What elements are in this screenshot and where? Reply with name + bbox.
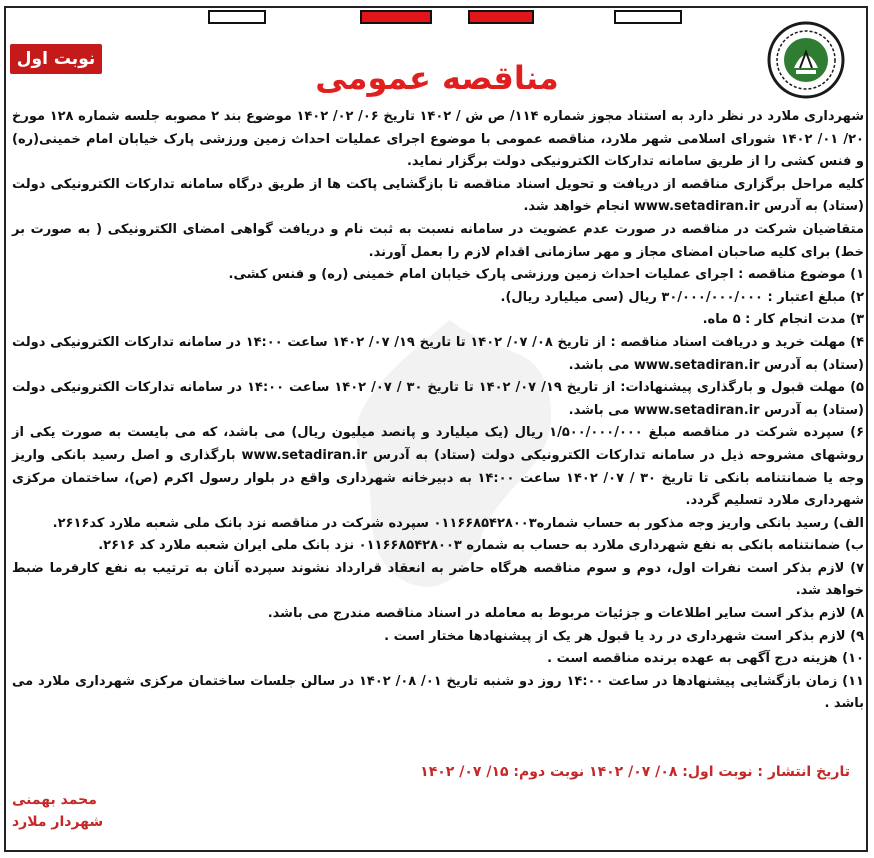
list-item: ۱۰) هزینه درج آگهی به عهده برنده مناقصه است .: [547, 651, 864, 667]
list-item: ب) ضمانتنامه بانکی به نفع شهرداری ملارد به حساب به شماره ۰۱۱۶۶۸۵۴۲۸۰۰۳ نزد بانک ملی ایران شعبه ملارد کد ۲۶۱۶.: [98, 538, 864, 554]
list-item: ۳) مدت انجام کار : ۵ ماه.: [702, 312, 864, 328]
list-item: ۶) سپرده شرکت در مناقصه مبلغ ۱/۵۰۰/۰۰۰/۰۰۰ ریال (یک میلیارد و پانصد میلیون ریال) می باشد، که می بایست به صورت یکی از روشهای مشروحه ذیل در سامانه تدارکات الکترونیکی دولت (ستاد) به آدرس www.setadiran.ir بارگذاری و اصل رسید بانکی واریز وجه یا ضمانتنامه بانکی تا تاریخ ۳۰ / ۰۷/ ۱۴۰۲ ساعت ۱۴:۰۰ به دبیرخانه شهرداری واقع در بلوار رسول اکرم (ص)، ساختمان مرکزی شهرداری ملارد تسلیم گردد.: [12, 425, 865, 509]
edition-badge: نوبت اول: [10, 44, 102, 74]
list-item: ۹) لازم بذکر است شهرداری در رد یا قبول هر یک از پیشنهادها مختار است .: [384, 628, 864, 644]
header-bar: [360, 10, 432, 24]
list-item: الف) رسید بانکی واریز وجه مذکور به حساب شماره۰۱۱۶۶۸۵۴۲۸۰۰۳ سپرده شرکت در مناقصه نزد بانک ملی شعبه ملارد کد۲۶۱۶.: [52, 515, 864, 531]
list-item: ۸) لازم بذکر است سایر اطلاعات و جزئیات مربوط به معامله در اسناد مناقصه مندرج می باشد.: [267, 606, 864, 622]
header-bar: [614, 10, 682, 24]
page-title: مناقصه عمومی: [315, 59, 559, 97]
list-item: ۱) موضوع مناقصه : اجرای عملیات احداث زمین ورزشی پارک خیابان امام خمینی (ره) و فنس کشی.: [228, 267, 864, 283]
signatory-name: محمد بهمنی: [12, 792, 97, 808]
header-bar: [208, 10, 266, 24]
list-item: ۵) مهلت قبول و بارگذاری پیشنهادات: از تاریخ ۱۹/ ۰۷/ ۱۴۰۲ تا تاریخ ۳۰ / ۰۷/ ۱۴۰۲ ساعت ۱۴:۰۰ در سامانه تدارکات الکترونیکی دولت (ستاد) به آدرس www.setadiran.ir می باشد.: [12, 380, 864, 418]
signatory-title: شهردار ملارد: [12, 814, 104, 830]
intro-paragraph: شهرداری ملارد در نظر دارد به استناد مجوز شماره ۱۱۴/ ص ش / ۱۴۰۲ تاریخ ۰۶/ ۰۲/ ۱۴۰۲ موضوع بند ۲ مصوبه جلسه شماره ۱۲۸ مورخ ۲۰/ ۰۱/ ۱۴۰۲ شورای اسلامی شهر ملارد، مناقصه عمومی با موضوع اجرای عملیات احداث زمین ورزشی پارک خیابان امام خمینی(ره) و فنس کشی را از طریق سامانه تدارکات الکترونیکی دولت برگزار نماید.: [12, 109, 865, 170]
notice-body: [12, 106, 864, 716]
publication-dates: تاریخ انتشار : نوبت اول: ۰۸/ ۰۷/ ۱۴۰۲ نوبت دوم: ۱۵/ ۰۷/ ۱۴۰۲: [420, 764, 850, 780]
registration-paragraph: متقاضیان شرکت در مناقصه در صورت عدم عضویت در سامانه نسبت به ثبت نام و دریافت گواهی امضای الکترونیکی ( به صورت بر خط) برای کلیه صاحبان امضای مجاز و مهر سازمانی اقدام لازم را بعمل آورند.: [12, 221, 864, 260]
list-item: ۲) مبلغ اعتبار : ۳۰/۰۰۰/۰۰۰/۰۰۰ ریال (سی میلیارد ریال).: [500, 289, 864, 305]
list-item: ۴) مهلت خرید و دریافت اسناد مناقصه : از تاریخ ۰۸/ ۰۷/ ۱۴۰۲ تا تاریخ ۱۹/ ۰۷/ ۱۴۰۲ ساعت ۱۴:۰۰ در سامانه تدارکات الکترونیکی دولت (ستاد) به آدرس www.setadiran.ir می باشد.: [12, 334, 865, 373]
header-bar: [468, 10, 534, 24]
procedure-paragraph: کلیه مراحل برگزاری مناقصه از دریافت و تحویل اسناد مناقصه تا بازگشایی پاکت ها از طریق درگاه سامانه تدارکات الکترونیکی دولت (ستاد) به آدرس www.setadiran.ir انجام خواهد شد.: [12, 176, 864, 215]
list-item: ۱۱) زمان بازگشایی پیشنهادها در ساعت ۱۴:۰۰ روز دو شنبه تاریخ ۰۱/ ۰۸/ ۱۴۰۲ در سالن جلسات ساختمان مرکزی شهرداری ملارد می باشد .: [12, 673, 864, 712]
list-item: ۷) لازم بذکر است نفرات اول، دوم و سوم مناقصه هرگاه حاضر به انعقاد قرارداد نشوند سپرده آنان به ترتیب به نفع کارفرما ضبط خواهد شد.: [12, 560, 864, 599]
